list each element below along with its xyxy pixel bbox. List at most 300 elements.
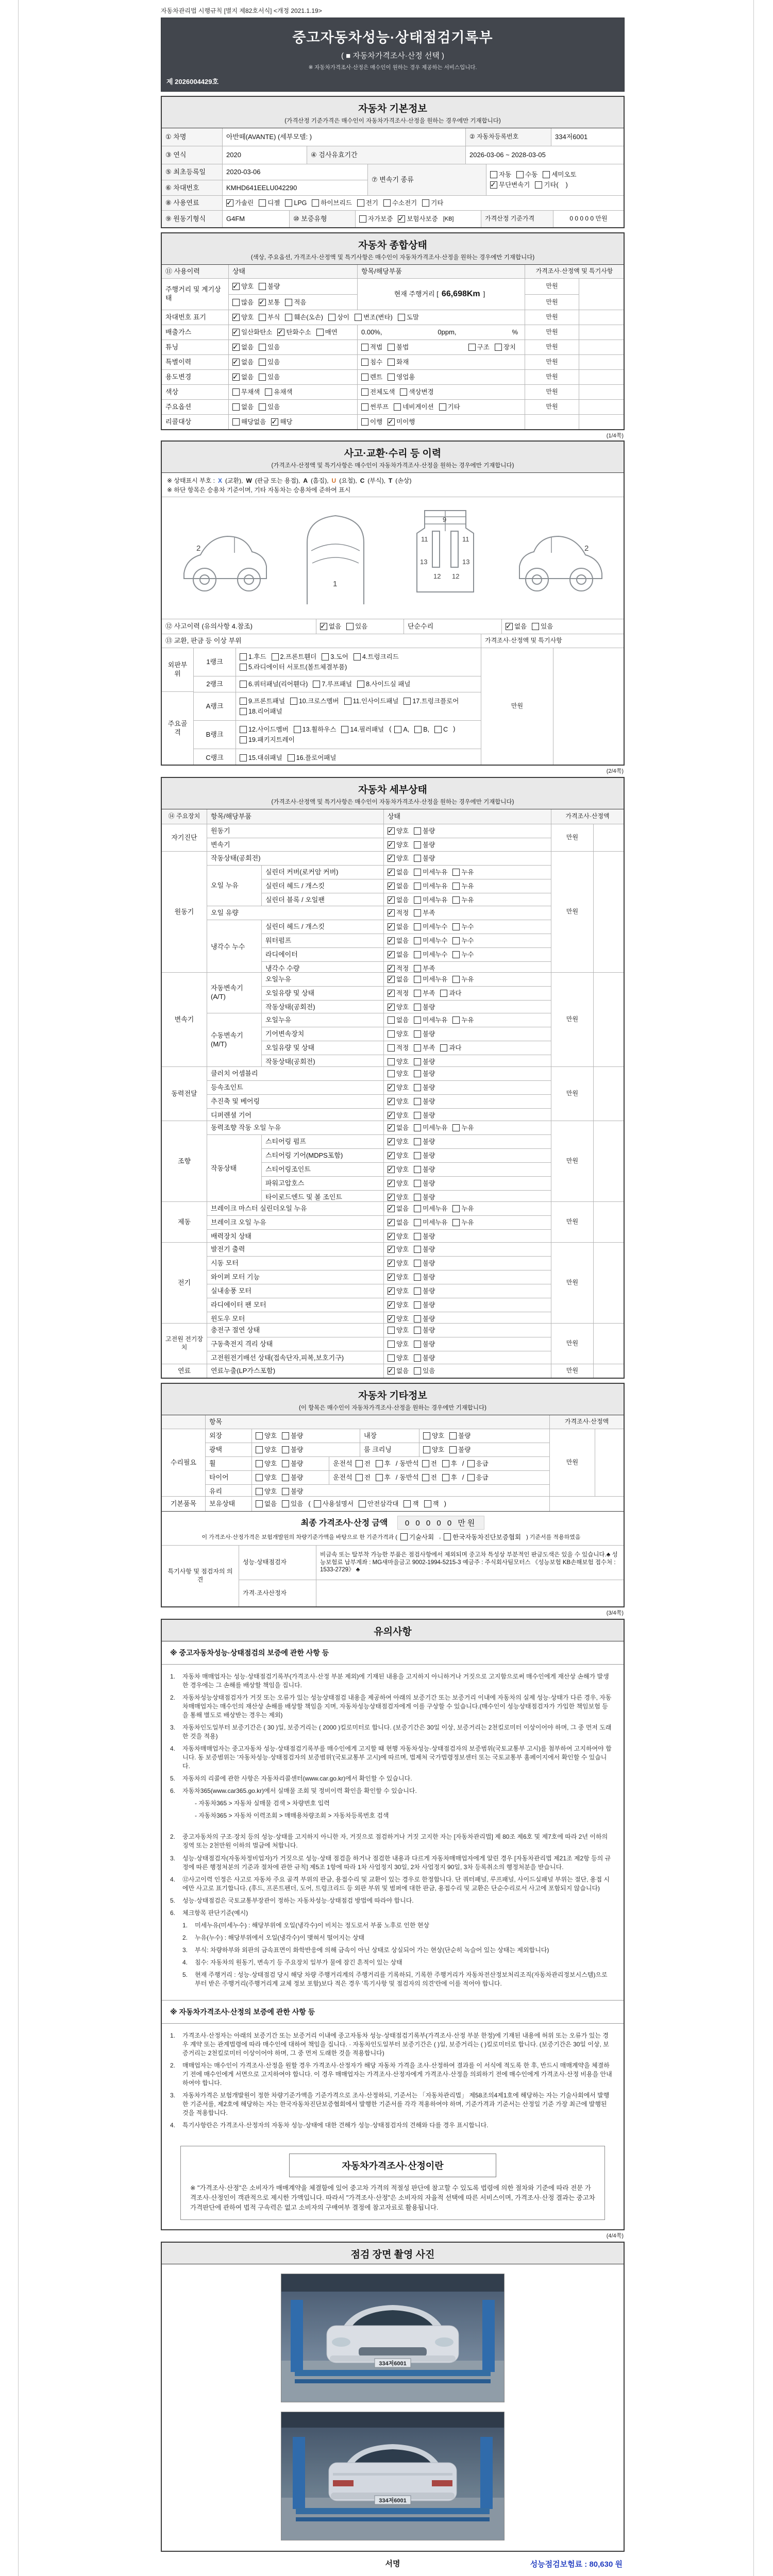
checkbox-label: 해당 bbox=[280, 418, 293, 426]
notice-text: - 자동차365 > 자동차 이력조회 > 매매용차량조회 > 자동차등록번호 검색 bbox=[195, 1812, 389, 1820]
checkbox-group bbox=[388, 1083, 547, 1092]
cell bbox=[384, 962, 551, 972]
checkbox-label: 없음 bbox=[396, 937, 409, 944]
table-row bbox=[207, 824, 551, 838]
inspector-opinion-table bbox=[162, 1546, 624, 1606]
checkbox-label: 기술사회 bbox=[409, 1534, 434, 1541]
checkbox-label: 잭 bbox=[412, 1500, 419, 1507]
table-row bbox=[162, 634, 624, 648]
checkbox bbox=[290, 697, 339, 705]
checkbox-checked bbox=[398, 215, 438, 223]
table-row bbox=[206, 1429, 549, 1443]
checkbox bbox=[388, 358, 409, 366]
checkbox bbox=[361, 418, 382, 426]
table-row bbox=[162, 370, 624, 385]
checkbox-checked bbox=[388, 1232, 409, 1241]
cell bbox=[551, 809, 624, 824]
checkbox-group bbox=[232, 388, 354, 396]
cell bbox=[207, 1364, 384, 1378]
checkbox-group bbox=[361, 358, 521, 366]
cell-text: KMHD641EELU042290 bbox=[226, 183, 297, 192]
text: 운전석 bbox=[333, 1459, 352, 1467]
cell bbox=[207, 1351, 384, 1364]
checkbox-label: 양호 bbox=[396, 1326, 409, 1334]
cell-text: 만원 bbox=[546, 343, 558, 351]
checkbox-checked bbox=[388, 1151, 409, 1160]
checkbox bbox=[423, 1432, 444, 1440]
cell-text: C랭크 bbox=[206, 753, 224, 761]
cell bbox=[358, 415, 525, 429]
checkbox-group bbox=[388, 1259, 547, 1267]
cell bbox=[162, 415, 229, 429]
checkbox bbox=[240, 680, 308, 688]
checkbox-label: 수동 bbox=[525, 171, 538, 178]
checkbox-label: 불량 bbox=[423, 1326, 435, 1334]
table-row bbox=[207, 1109, 551, 1121]
checkbox bbox=[357, 680, 410, 688]
checkbox-label: 미이행 bbox=[396, 418, 415, 426]
cell bbox=[525, 279, 579, 310]
checkbox bbox=[414, 1179, 435, 1188]
notice-number: 3. bbox=[170, 1854, 176, 1862]
checkbox-group bbox=[388, 1016, 547, 1024]
checkbox-label: 불량 bbox=[423, 1287, 435, 1295]
cell-text: 제동 bbox=[177, 1217, 191, 1226]
cell bbox=[162, 180, 223, 195]
checkbox-group bbox=[361, 403, 521, 411]
checkbox-label: 매연 bbox=[325, 328, 338, 336]
checkbox bbox=[414, 1124, 447, 1132]
checkbox bbox=[414, 1083, 435, 1092]
diagram-number: 12 bbox=[451, 572, 459, 580]
checkbox-group bbox=[388, 923, 547, 931]
cell-text: 고전원전기배선 상태(접속단자,피복,보호기구) bbox=[211, 1353, 344, 1362]
checkbox bbox=[414, 1287, 435, 1295]
checkbox-label: 한국자동차진단보증협회 bbox=[452, 1534, 522, 1541]
notice-item bbox=[170, 2031, 613, 2058]
checkbox-group bbox=[320, 622, 400, 631]
checkbox-label: 사용설명서 bbox=[322, 1500, 354, 1507]
cell bbox=[162, 1546, 239, 1606]
cell-text: 윈도우 모터 bbox=[211, 1314, 245, 1323]
checkbox bbox=[468, 343, 490, 351]
table-row bbox=[162, 1202, 624, 1243]
checkbox-label: 가솔린 bbox=[235, 199, 254, 207]
cell bbox=[229, 355, 358, 369]
checkbox-checked bbox=[259, 298, 280, 307]
cell bbox=[162, 619, 316, 634]
checkbox bbox=[516, 171, 537, 179]
checkbox-label: 무채색 bbox=[241, 388, 260, 396]
cell bbox=[384, 1121, 551, 1134]
cell-text: A랭크 bbox=[206, 702, 224, 710]
cell bbox=[384, 893, 551, 906]
checkbox bbox=[232, 418, 266, 426]
table-row bbox=[207, 1013, 551, 1066]
checkbox bbox=[361, 343, 382, 351]
cell bbox=[207, 1324, 551, 1364]
cell-text: 만원 bbox=[566, 1279, 579, 1286]
cell bbox=[162, 265, 229, 278]
table-row bbox=[162, 648, 624, 765]
checkbox-label: 침수 bbox=[370, 358, 383, 366]
checkbox-label: 없음 bbox=[241, 343, 254, 351]
checkbox bbox=[414, 1111, 435, 1120]
checkbox-label: 양호 bbox=[396, 1301, 409, 1309]
checkbox-group bbox=[256, 1460, 325, 1468]
cell-text: 만원 bbox=[546, 358, 558, 366]
text: U bbox=[331, 477, 337, 484]
cell-text: 연료누출(LP가스포함) bbox=[211, 1366, 276, 1375]
checkbox bbox=[439, 403, 460, 411]
notice-text: 매매업자는 매수인이 가격조사·산정을 원할 경우 가격조사·산정자가 해당 자동차 가격을 조사·산정하여 결과를 이 서식에 적도록 한 후, 반드시 매매계약을 체결하기 전에 매수인에게 서면으로 고지하여야 합니다. 이 경우 매매업자는 가격조사·산정자에게 가격조사·산정을 의뢰하기 전에 매수인에게 가격조사·산정 비용을 안내하여야 합니다. bbox=[182, 2061, 612, 2087]
cell bbox=[551, 973, 594, 1066]
table-row bbox=[262, 948, 551, 962]
cell bbox=[162, 634, 481, 648]
checkbox-group bbox=[232, 298, 354, 307]
symbol-notes bbox=[162, 473, 624, 497]
checkbox-group bbox=[256, 1487, 546, 1496]
checkbox-checked bbox=[388, 896, 409, 904]
text: 현재 주행거리 [ bbox=[394, 290, 439, 298]
text: / bbox=[462, 1473, 464, 1481]
cell bbox=[162, 400, 229, 414]
checkbox-label: 전기 bbox=[365, 199, 378, 207]
text: (부식), bbox=[367, 477, 385, 484]
cell bbox=[360, 1443, 419, 1456]
checkbox bbox=[414, 1138, 435, 1146]
checkbox bbox=[259, 343, 280, 351]
checkbox bbox=[414, 1193, 435, 1201]
cell bbox=[358, 340, 525, 354]
checkbox-checked bbox=[388, 1273, 409, 1281]
checkbox bbox=[282, 1487, 303, 1496]
cell bbox=[384, 1298, 551, 1312]
checkbox-label: 양호 bbox=[396, 1097, 409, 1105]
checkbox-group bbox=[388, 882, 547, 890]
section-title: 점검 장면 촬영 사진 bbox=[350, 2249, 435, 2261]
cell bbox=[162, 648, 194, 765]
page-marker-1: (1/4쪽) bbox=[606, 433, 624, 439]
cell bbox=[229, 310, 525, 325]
checkbox bbox=[467, 1460, 489, 1468]
table-row bbox=[229, 279, 357, 295]
checkbox-group bbox=[361, 388, 521, 396]
checkbox-checked bbox=[271, 418, 292, 426]
notice-text: 누유(누수) : 해당부위에서 오일(냉각수)이 맺혀서 떨어지는 상태 bbox=[195, 1934, 365, 1941]
checkbox-label: 변조(변타) bbox=[363, 313, 393, 321]
cell-text: 가격산정 기준가격 bbox=[485, 215, 535, 223]
checkbox bbox=[467, 1473, 489, 1482]
cell bbox=[384, 866, 551, 879]
cell bbox=[262, 1001, 384, 1013]
checkbox-group bbox=[388, 909, 547, 917]
notice-text: - 자동차365 > 자동차 실매물 검색 > 차량번호 입력 bbox=[195, 1800, 330, 1807]
checkbox-label: 불량 bbox=[458, 1446, 471, 1453]
checkbox bbox=[388, 343, 409, 351]
checkbox-label: 불량 bbox=[423, 1179, 435, 1187]
cell-text: 오일누유 bbox=[265, 1015, 292, 1024]
cell-text: 만원 bbox=[566, 908, 579, 916]
cell bbox=[384, 906, 551, 920]
cell bbox=[551, 1121, 594, 1201]
cell bbox=[384, 1312, 551, 1323]
cell-text: B랭크 bbox=[206, 730, 224, 738]
cell bbox=[262, 1013, 384, 1027]
checkbox bbox=[282, 1460, 303, 1468]
cell-text: 2랭크 bbox=[206, 680, 223, 688]
table-row bbox=[207, 1067, 551, 1081]
checkbox bbox=[400, 1532, 434, 1541]
checkbox bbox=[414, 937, 447, 945]
cell bbox=[252, 1457, 329, 1470]
cell-text: 2020 bbox=[226, 150, 241, 159]
table-row bbox=[207, 1202, 551, 1216]
checkbox-checked bbox=[232, 328, 272, 336]
diagram-number: 2 bbox=[196, 544, 200, 553]
status-symbol-note bbox=[167, 476, 618, 485]
checkbox-label: 16.플로어패널 bbox=[296, 754, 337, 761]
cell bbox=[594, 1202, 624, 1242]
checkbox-label: 유채색 bbox=[274, 388, 293, 396]
notice-item bbox=[170, 1833, 613, 1850]
checkbox-label: 없음 bbox=[396, 896, 409, 904]
checkbox-label: 양호 bbox=[396, 1273, 409, 1281]
checkbox-group bbox=[167, 476, 618, 485]
table-row bbox=[162, 128, 624, 146]
notice-text: 부식: 차량하부와 외판의 금속표면이 화학반응에 의해 금속이 아닌 상태로 상실되어 가는 현상(단순히 녹슬어 있는 상태는 제외합니다) bbox=[195, 1946, 549, 1954]
detail-status-table bbox=[162, 809, 624, 1378]
checkbox-checked bbox=[320, 622, 341, 631]
cell bbox=[207, 1230, 384, 1242]
cell-text: 자동변속기 (A/T) bbox=[211, 984, 243, 1001]
notice-item bbox=[170, 2121, 613, 2130]
table-row bbox=[207, 1230, 551, 1242]
checkbox-checked bbox=[388, 1205, 409, 1213]
cell bbox=[207, 973, 551, 1066]
table-row bbox=[262, 987, 551, 1001]
cell-text: 동력전달 bbox=[171, 1089, 197, 1097]
notice-subhead-b: ※ 자동차가격조사·산정의 보증에 관한 사항 등 bbox=[162, 2000, 624, 2024]
regulation-note: 자동차관리법 시행규칙 [별지 제82호서식] <개정 2021.1.19> bbox=[161, 7, 322, 14]
checkbox bbox=[414, 868, 447, 876]
cell-text: 실린더 커버(로커암 커버) bbox=[265, 868, 339, 876]
cell bbox=[262, 1013, 551, 1066]
checkbox bbox=[240, 725, 289, 734]
checkbox bbox=[388, 1044, 409, 1052]
cell bbox=[525, 279, 579, 294]
checkbox-label: 불량 bbox=[423, 1354, 435, 1362]
cell bbox=[525, 385, 579, 399]
cell-text: 만원 bbox=[546, 373, 558, 381]
final-price-note bbox=[162, 1531, 624, 1546]
notice-text: 특기사항란은 가격조사·산정자의 자동차 성능·상태에 대한 견해가 성능·상태점검자의 견해와 다를 경우 표시합니다. bbox=[182, 2122, 489, 2129]
checkbox bbox=[344, 697, 399, 705]
checkbox-label: 7.루프패널 bbox=[322, 680, 352, 688]
cell bbox=[262, 1163, 384, 1176]
checkbox-group bbox=[388, 1070, 547, 1078]
checkbox bbox=[265, 388, 292, 396]
checkbox-label: 없음 bbox=[241, 373, 254, 381]
text: (판금 또는 용접), bbox=[255, 477, 300, 484]
text: ( bbox=[308, 1499, 311, 1507]
cell bbox=[223, 211, 290, 227]
notice-number bbox=[182, 1799, 195, 1808]
checkbox-group bbox=[361, 373, 521, 381]
checkbox-label: 양호 bbox=[396, 854, 409, 862]
cell bbox=[262, 1149, 384, 1162]
table-row bbox=[207, 852, 551, 866]
checkbox bbox=[440, 1044, 461, 1052]
checkbox-group bbox=[240, 725, 477, 744]
checkbox-group bbox=[361, 289, 521, 300]
checkbox-label: 불량 bbox=[423, 1301, 435, 1309]
cell bbox=[162, 973, 207, 1066]
notice-number: 3. bbox=[170, 2092, 176, 2099]
checkbox-label: 미세누수 bbox=[423, 937, 448, 944]
cell bbox=[194, 692, 236, 720]
diagram-number: 12 bbox=[433, 572, 441, 580]
cell bbox=[236, 692, 481, 720]
cell-text: 가격조사·산정액 bbox=[565, 812, 610, 820]
section-title: 사고·교환·수리 등 이력 bbox=[344, 448, 442, 459]
checkbox bbox=[422, 1473, 437, 1482]
page-border-left bbox=[18, 0, 19, 2576]
checkbox bbox=[259, 199, 280, 207]
checkbox-label: 과다 bbox=[449, 1044, 462, 1052]
cell-text: 만원 bbox=[566, 1367, 579, 1375]
cell bbox=[595, 1429, 624, 1496]
cell-text: 수리필요 bbox=[170, 1458, 197, 1466]
checkbox-checked bbox=[232, 282, 254, 291]
checkbox bbox=[414, 964, 435, 972]
etc-info-table bbox=[162, 1415, 624, 1511]
cell bbox=[384, 1202, 551, 1215]
cell bbox=[594, 852, 624, 972]
checkbox bbox=[452, 1205, 474, 1213]
checkbox bbox=[404, 1500, 418, 1508]
cell bbox=[579, 340, 624, 354]
text: ( bbox=[389, 725, 392, 733]
checkbox bbox=[414, 725, 429, 734]
cell-text: 만원 bbox=[546, 313, 558, 321]
checkbox-label: 부족 bbox=[423, 909, 435, 917]
cell bbox=[194, 749, 236, 765]
checkbox-label: 4.트렁크리드 bbox=[362, 653, 399, 660]
cell bbox=[404, 619, 502, 634]
cell bbox=[162, 279, 229, 310]
cell-text: ② 자동차등록번호 bbox=[469, 133, 519, 141]
checkbox-group bbox=[388, 1326, 547, 1334]
checkbox-checked bbox=[388, 1218, 409, 1227]
checkbox bbox=[388, 1058, 409, 1066]
cell-text: 항목/해당부품 bbox=[361, 267, 402, 275]
cell bbox=[229, 265, 358, 278]
cell-text: 2020-03-06 bbox=[226, 167, 261, 176]
notice-number: 5. bbox=[182, 1971, 188, 1978]
checkbox-label: 영업용 bbox=[396, 373, 415, 381]
cell bbox=[162, 648, 193, 691]
checkbox bbox=[452, 951, 474, 959]
table-row bbox=[262, 973, 551, 987]
table-row bbox=[162, 648, 193, 692]
table-row bbox=[207, 1324, 551, 1337]
checkbox-checked bbox=[388, 1245, 409, 1253]
checkbox-group bbox=[388, 841, 547, 849]
cell bbox=[384, 948, 551, 961]
checkbox-group bbox=[388, 827, 547, 835]
cell bbox=[262, 1055, 384, 1066]
cell-text: 유리 bbox=[209, 1487, 223, 1495]
cell bbox=[229, 385, 358, 399]
cell-text: 만원 bbox=[566, 1340, 579, 1347]
cell-text: 오일유량 및 상태 bbox=[265, 1043, 315, 1052]
overall-status-section bbox=[161, 232, 625, 430]
cell bbox=[551, 1202, 594, 1242]
checkbox bbox=[414, 1016, 447, 1024]
checkbox-checked bbox=[388, 827, 409, 835]
doc-subtitle-note: ※ 자동차가격조사·산정은 매수인이 원하는 경우 제공하는 서비스입니다. bbox=[308, 64, 477, 71]
cell bbox=[162, 1067, 207, 1121]
checkbox-label: 훼손(오손) bbox=[294, 313, 323, 321]
table-row bbox=[262, 920, 551, 934]
checkbox-label: 과다 bbox=[449, 989, 462, 997]
checkbox-group bbox=[232, 403, 354, 411]
cell bbox=[236, 648, 481, 676]
cell bbox=[207, 852, 551, 972]
checkbox-label: 있음 bbox=[541, 622, 553, 630]
cell bbox=[223, 164, 367, 180]
cell bbox=[579, 310, 624, 325]
checkbox-group bbox=[359, 215, 477, 223]
checkbox-label: 미세누유 bbox=[423, 896, 448, 904]
page-marker-3: (3/4쪽) bbox=[606, 1610, 624, 1616]
checkbox-group bbox=[202, 1532, 584, 1541]
checkbox-label: 불량 bbox=[423, 1193, 435, 1201]
cell bbox=[525, 265, 624, 278]
checkbox-label: 전 bbox=[430, 1460, 437, 1467]
checkbox bbox=[414, 1205, 447, 1213]
cell-text: 기본품목 bbox=[170, 1499, 197, 1507]
table-row bbox=[262, 1177, 551, 1191]
cell-text: 가격·조사산정자 bbox=[243, 1589, 287, 1597]
checkbox-label: 일산화탄소 bbox=[241, 328, 273, 336]
cell-text: 등속조인트 bbox=[211, 1083, 243, 1091]
checkbox bbox=[322, 653, 348, 661]
cell bbox=[207, 1013, 262, 1066]
checkbox-label: 불량 bbox=[423, 1030, 435, 1038]
checkbox-group bbox=[232, 313, 521, 321]
cell bbox=[252, 1443, 360, 1456]
cell bbox=[553, 648, 624, 765]
car-diagram-top bbox=[292, 501, 379, 615]
checkbox bbox=[414, 975, 447, 984]
checkbox-group bbox=[388, 1138, 547, 1146]
cell-text: 가격조사·산정액 및 특기사항 bbox=[485, 637, 562, 645]
checkbox bbox=[361, 403, 389, 411]
base-note: ※ 하단 항목은 승용차 기준이며, 기타 자동차는 승용차에 준하여 표시 bbox=[167, 486, 351, 494]
cell bbox=[316, 1580, 624, 1606]
table-row bbox=[262, 866, 551, 879]
cell bbox=[419, 1429, 549, 1443]
notice-item bbox=[170, 1774, 613, 1783]
table-row bbox=[162, 619, 624, 634]
cell bbox=[384, 1041, 551, 1055]
checkbox bbox=[359, 1500, 398, 1508]
checkbox bbox=[355, 313, 393, 321]
cell bbox=[206, 1485, 252, 1496]
checkbox-label: 불량 bbox=[267, 282, 280, 290]
